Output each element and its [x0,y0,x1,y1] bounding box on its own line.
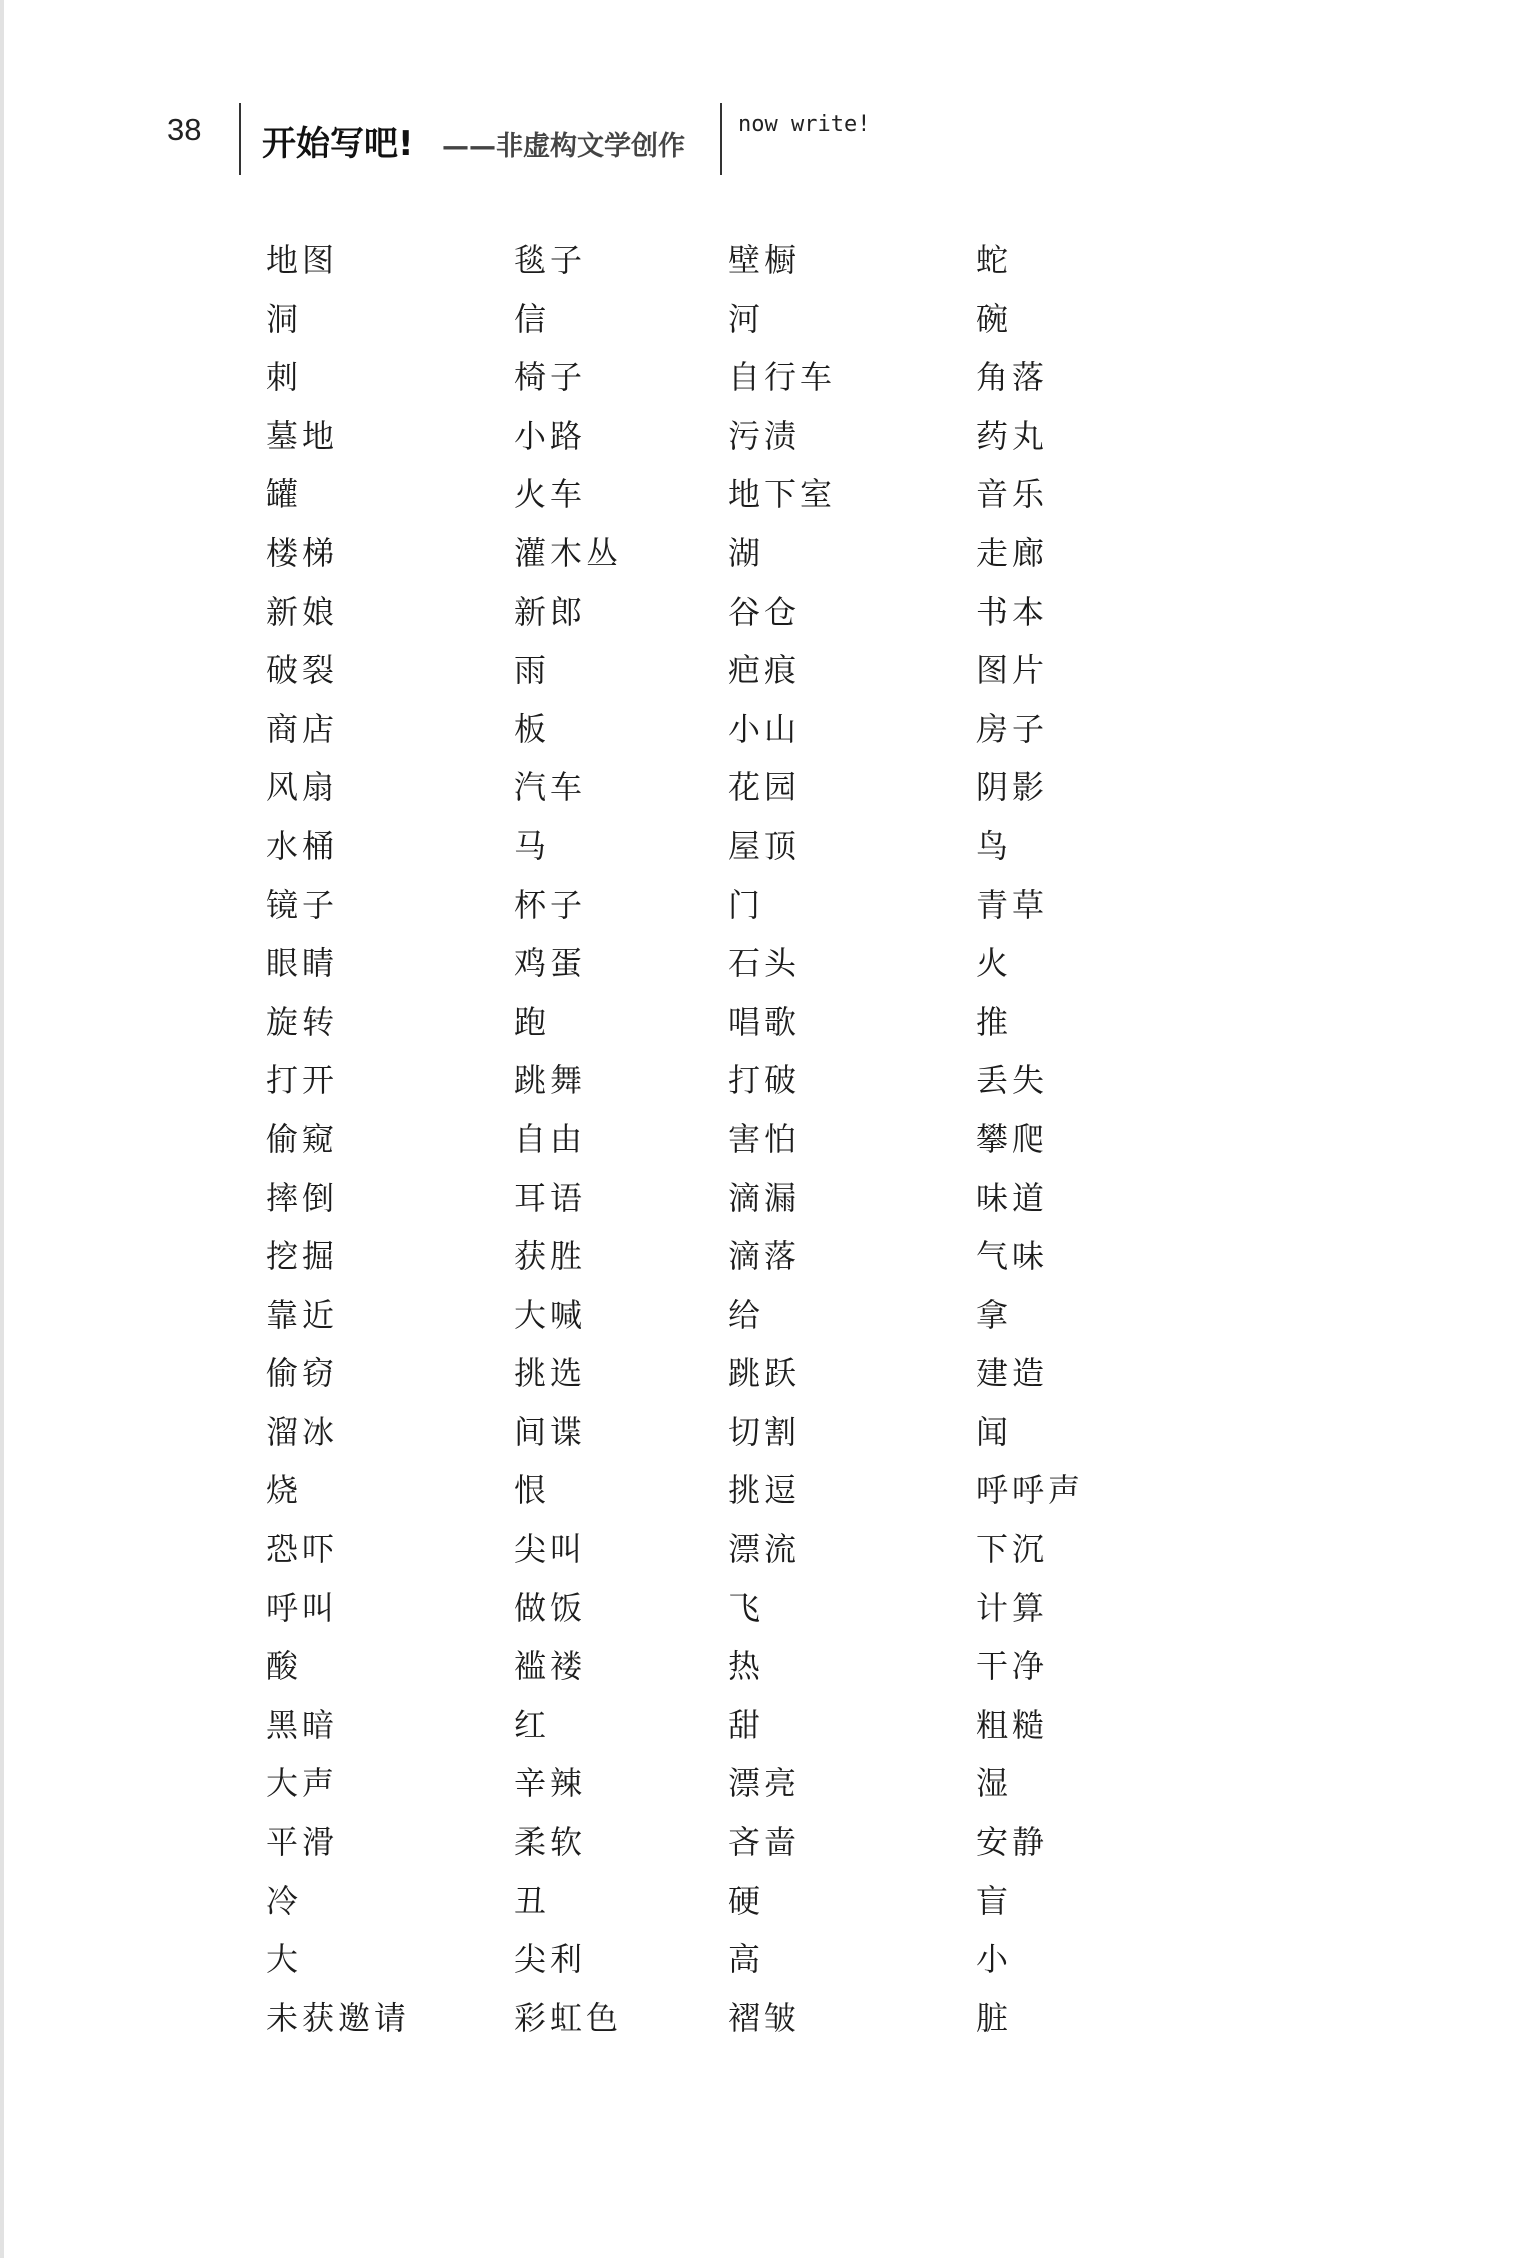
word-item: 未获邀请 [266,1998,411,2037]
word-item: 谷仓 [728,592,801,631]
word-item: 打开 [266,1061,339,1100]
word-item: 安静 [976,1823,1049,1862]
word-item: 破裂 [266,651,339,690]
word-item: 自由 [514,1119,587,1158]
word-item: 罐 [266,475,303,514]
word-item: 挑逗 [728,1471,801,1510]
word-item: 甜 [728,1705,765,1744]
word-item: 信 [514,299,551,338]
word-item: 地下室 [728,475,837,514]
word-item: 音乐 [976,475,1049,514]
word-item: 热 [728,1647,765,1686]
word-item: 溜冰 [266,1412,339,1451]
word-item: 味道 [976,1178,1049,1217]
word-item: 镜子 [266,885,339,924]
word-item: 房子 [976,709,1049,748]
word-item: 商店 [266,709,339,748]
word-item: 计算 [976,1588,1049,1627]
page-edge [0,0,4,2258]
word-item: 湿 [976,1764,1013,1803]
word-item: 硬 [728,1881,765,1920]
word-item: 大喊 [514,1295,587,1334]
word-item: 尖利 [514,1940,587,1979]
word-item: 耳语 [514,1178,587,1217]
word-item: 漂亮 [728,1764,801,1803]
word-item: 河 [728,299,765,338]
word-item: 偷窃 [266,1354,339,1393]
word-item: 下沉 [976,1530,1049,1569]
word-item: 吝啬 [728,1823,801,1862]
word-item: 褴褛 [514,1647,587,1686]
word-item: 新娘 [266,592,339,631]
word-item: 冷 [266,1881,303,1920]
word-item: 间谍 [514,1412,587,1451]
word-item: 板 [514,709,551,748]
word-item: 烧 [266,1471,303,1510]
word-item: 红 [514,1705,551,1744]
word-item: 雨 [514,651,551,690]
word-item: 小山 [728,709,801,748]
word-item: 花园 [728,768,801,807]
word-item: 丢失 [976,1061,1049,1100]
word-item: 阴影 [976,768,1049,807]
word-item: 跑 [514,1002,551,1041]
word-item: 眼睛 [266,944,339,983]
word-item: 青草 [976,885,1049,924]
word-item: 灌木丛 [514,533,623,572]
word-item: 药丸 [976,416,1049,455]
word-item: 大 [266,1940,303,1979]
word-item: 呼呼声 [976,1471,1085,1510]
word-item: 毯子 [514,241,587,279]
word-item: 小 [976,1940,1013,1979]
word-item: 图片 [976,651,1049,690]
word-item: 小路 [514,416,587,455]
word-item: 酸 [266,1647,303,1686]
word-item: 石头 [728,944,801,983]
word-item: 湖 [728,533,765,572]
word-item: 马 [514,826,551,865]
word-list [266,236,1166,2052]
word-item: 屋顶 [728,826,801,865]
word-item: 壁橱 [728,241,801,279]
word-item: 漂流 [728,1530,801,1569]
word-item: 跳跃 [728,1354,801,1393]
word-item: 给 [728,1295,765,1334]
word-item: 污渍 [728,416,801,455]
word-item: 脏 [976,1998,1013,2037]
word-item: 走廊 [976,533,1049,572]
word-item: 拿 [976,1295,1013,1334]
word-item: 火车 [514,475,587,514]
word-item: 水桶 [266,826,339,865]
word-item: 盲 [976,1881,1013,1920]
book-title: 开始写吧! [262,124,414,164]
word-item: 鸡蛋 [514,944,587,983]
word-item: 打破 [728,1061,801,1100]
word-item: 汽车 [514,768,587,807]
word-item: 墓地 [266,416,339,455]
word-item: 旋转 [266,1002,339,1041]
word-item: 书本 [976,592,1049,631]
word-item: 挖掘 [266,1237,339,1276]
word-item: 挑选 [514,1354,587,1393]
word-item: 闻 [976,1412,1013,1451]
word-item: 高 [728,1940,765,1979]
word-item: 跳舞 [514,1061,587,1100]
word-item: 丑 [514,1881,551,1920]
word-item: 气味 [976,1237,1049,1276]
word-item: 彩虹色 [514,1998,623,2037]
word-item: 褶皱 [728,1998,801,2037]
word-item: 角落 [976,358,1049,397]
page-number: 38 [167,112,202,147]
word-item: 尖叫 [514,1530,587,1569]
word-item: 建造 [976,1354,1049,1393]
word-item: 蛇 [976,241,1013,279]
word-item: 风扇 [266,768,339,807]
word-item: 飞 [728,1588,765,1627]
word-item: 杯子 [514,885,587,924]
word-item: 害怕 [728,1119,801,1158]
word-item: 疤痕 [728,651,801,690]
word-item: 鸟 [976,826,1013,865]
header-divider-left [239,103,241,175]
word-item: 粗糙 [976,1705,1049,1744]
word-item: 偷窥 [266,1119,339,1158]
header-divider-right [720,103,722,175]
word-item: 切割 [728,1412,801,1451]
book-subtitle: ——非虚构文学创作 [442,131,685,162]
word-item: 自行车 [728,358,837,397]
word-item: 滴落 [728,1237,801,1276]
word-item: 推 [976,1002,1013,1041]
word-item: 柔软 [514,1823,587,1862]
word-item: 做饭 [514,1588,587,1627]
word-item: 唱歌 [728,1002,801,1041]
word-item: 摔倒 [266,1178,339,1217]
word-item: 恨 [514,1471,551,1510]
word-item: 洞 [266,299,303,338]
word-item: 楼梯 [266,533,339,572]
word-item: 门 [728,885,765,924]
word-item: 椅子 [514,358,587,397]
word-item: 恐吓 [266,1530,339,1569]
word-item: 干净 [976,1647,1049,1686]
word-item: 碗 [976,299,1013,338]
word-item: 靠近 [266,1295,339,1334]
word-item: 黑暗 [266,1705,339,1744]
word-item: 新郎 [514,592,587,631]
word-item: 获胜 [514,1237,587,1276]
word-item: 火 [976,944,1013,983]
series-name: now write! [738,112,871,137]
word-item: 滴漏 [728,1178,801,1217]
word-item: 平滑 [266,1823,339,1862]
word-item: 地图 [266,241,339,279]
word-item: 刺 [266,358,303,397]
word-item: 大声 [266,1764,339,1803]
word-item: 辛辣 [514,1764,587,1803]
word-item: 攀爬 [976,1119,1049,1158]
word-item: 呼叫 [266,1588,339,1627]
